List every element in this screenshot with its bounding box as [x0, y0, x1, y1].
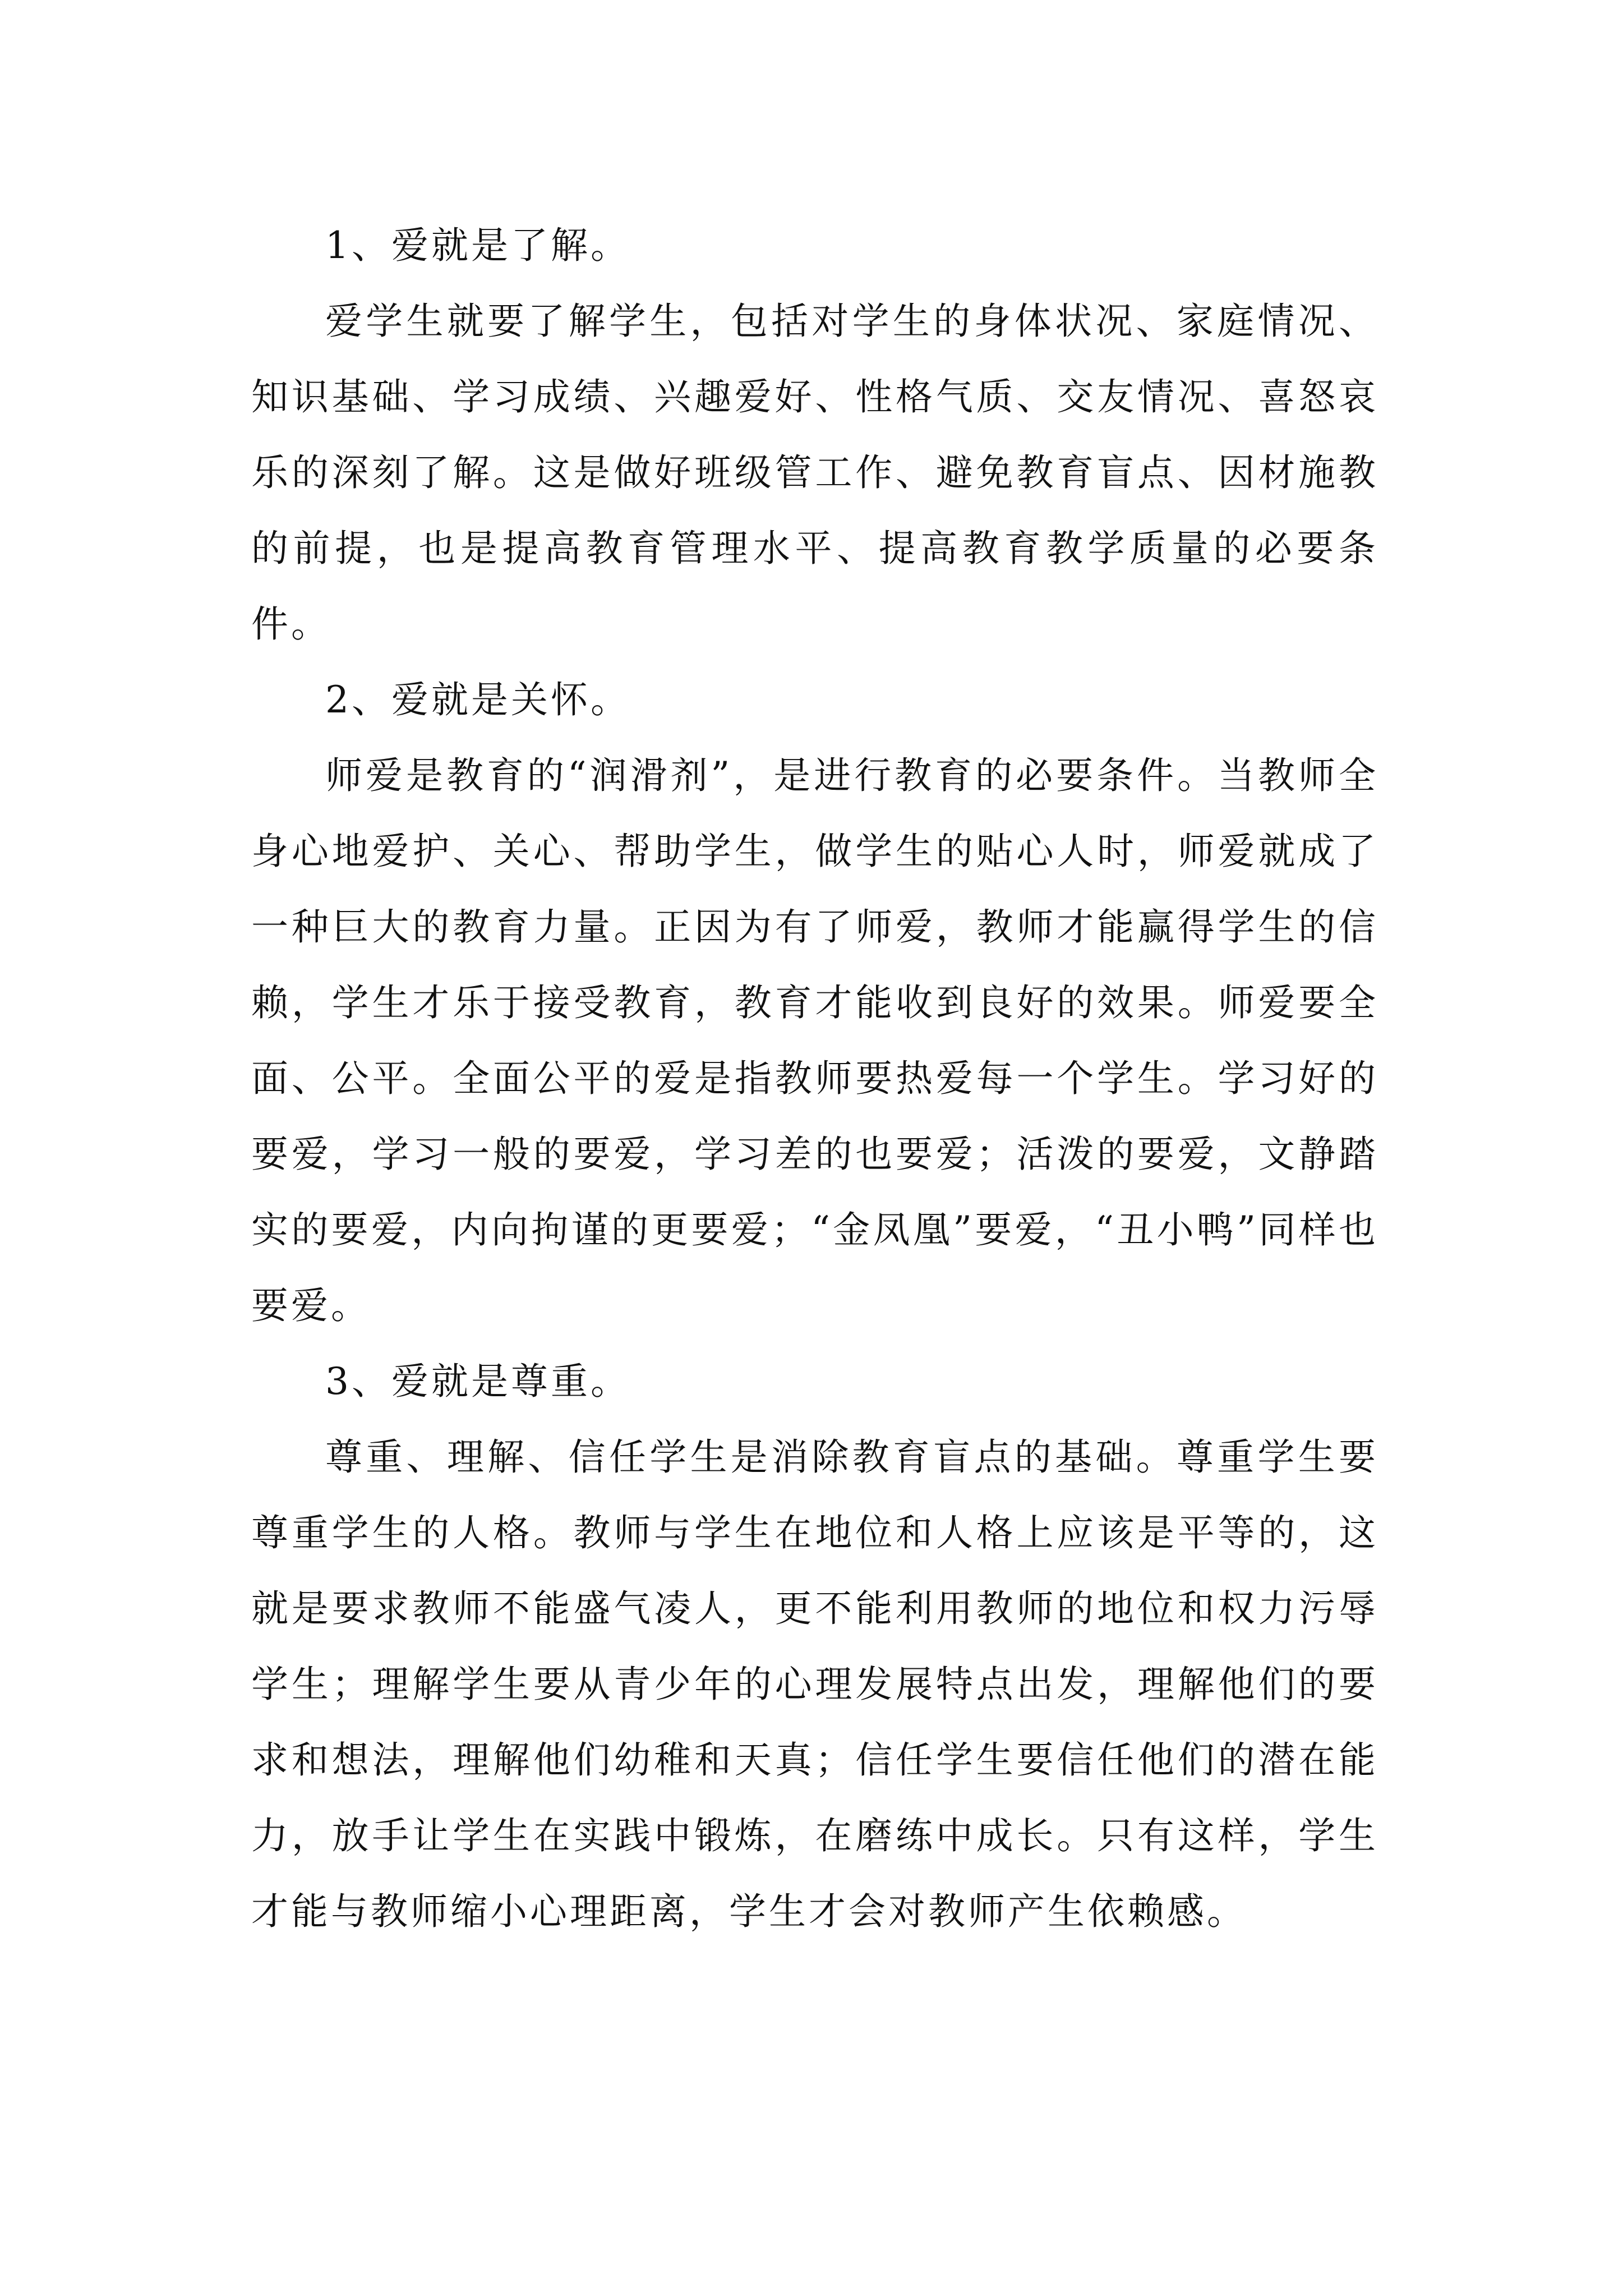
section-1-body: 爱学生就要了解学生，包括对学生的身体状况、家庭情况、知识基础、学习成绩、兴趣爱好、性格气质、交友情况、喜怒哀乐的深刻了解。这是做好班级管工作、避免教育盲点、因材施教的前提，也是提高教育管理水平、提高教育教学质量的必要条件。 [251, 300, 1378, 646]
section-3-body: 尊重、理解、信任学生是消除教育盲点的基础。尊重学生要尊重学生的人格。教师与学生在地位和人格上应该是平等的，这就是要求教师不能盛气凌人，更不能利用教师的地位和权力污辱学生；理解学生要从青少年的心理发展特点出发，理解他们的要求和想法，理解他们幼稚和天真；信任学生要信任他们的潜在能力，放手让学生在实践中锻炼，在磨练中成长。只有这样，学生才能与教师缩小心理距离，学生才会对教师产生依赖感。 [251, 1435, 1378, 1933]
document-content [251, 208, 1378, 1949]
section-3-heading: 3、爱就是尊重。 [325, 1360, 630, 1403]
section-2-heading: 2、爱就是关怀。 [325, 678, 630, 721]
section-2-body: 师爱是教育的“润滑剂”，是进行教育的必要条件。当教师全身心地爱护、关心、帮助学生，做学生的贴心人时，师爱就成了一种巨大的教育力量。正因为有了师爱，教师才能赢得学生的信赖，学生才乐于接受教育，教育才能收到良好的效果。师爱要全面、公平。全面公平的爱是指教师要热爱每一个学生。学习好的要爱，学习一般的要爱，学习差的也要爱；活泼的要爱，文静踏实的要爱，内向拘谨的更要爱；“金凤凰”要爱，“丑小鸭”同样也要爱。 [251, 754, 1378, 1327]
section-1-heading: 1、爱就是了解。 [325, 224, 630, 267]
